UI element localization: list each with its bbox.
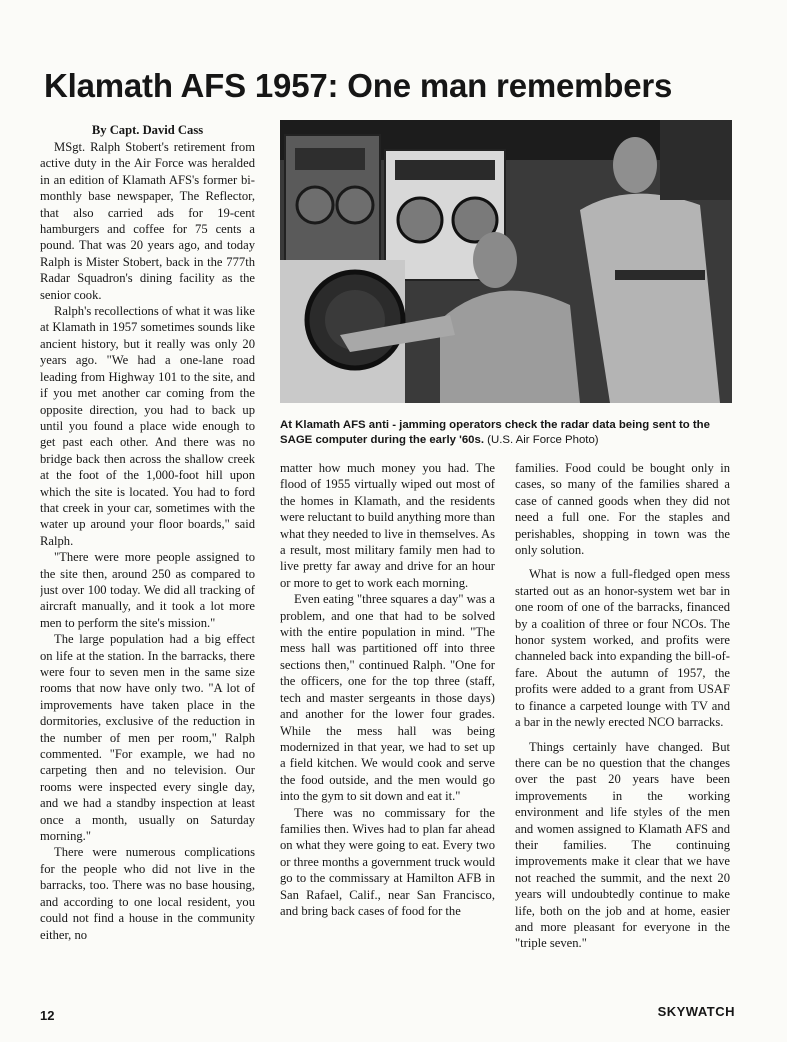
- headline: Klamath AFS 1957: One man remembers: [44, 67, 673, 104]
- byline: By Capt. David Cass: [91, 123, 204, 137]
- page-number: 12: [40, 1008, 55, 1023]
- column-3: [515, 460, 730, 1014]
- paragraph: matter how much money you had. The flood of 1955 virtually wiped out most of the homes in Klamath, and the residents were reluctant to build anything more than what they needed to live in themselves. As a result, most military family men had to live pretty far away and drive for an hour or more to get to work each morning.: [280, 461, 495, 590]
- photo-credit: (U.S. Air Force Photo): [487, 433, 599, 446]
- paragraph: There was no commissary for the families then. Wives had to plan far ahead on what they were going to eat. Every two or three months a government truck would go to the commissary at Hamilton AFB in San Rafael, Calif., near San Francisco, and bring back cases of food for the: [280, 805, 495, 918]
- paragraph: What is now a full-fledged open mess started out as an honor-system wet bar in one room of one of the barracks, financed by a coalition of three or four NCOs. The honor system worked, and profits were channeled back into expanding the bill-of-fare. About the autumn of 1957, the profits were added to a grant from USAF to finance a carpeted lounge with TV and a bar in the newly erected NCO barracks.: [515, 567, 730, 730]
- column-2: [280, 460, 495, 1014]
- paragraph: "There were more people assigned to the site then, around 250 as compared to just over 100 today. We did all tracking of aircraft manually, and it took a lot more men to perform the site's mission.": [40, 550, 255, 630]
- paragraph: Things certainly have changed. But there can be no question that the changes over the past 20 years have been improvements in the working environment and life styles of the men and women assigned to Klamath AFS and their families. The continuing improvements make it clear that we have not reached the summit, and the next 20 years will undoubtedly continue to make life, both on the job and at home, easier and more pleasant for everyone in the "triple seven.": [515, 739, 730, 951]
- photo-illustration: [280, 120, 732, 403]
- paragraph: There were numerous complications for the people who did not live in the barracks, too. There was no base housing, and according to one local resident, you could not find a house in the community either, no: [40, 845, 255, 942]
- paragraph: families. Food could be bought only in cases, so many of the families shared a case of canned goods when they did not need a full one. For the staples and perishables, shopping in town was the only solution.: [515, 461, 730, 558]
- paragraph: Ralph's recollections of what it was like at Klamath in 1957 sometimes sounds like ancient history, but it really was only 20 years ago. "We had a one-lane road leading from Highway 101 to the site, and if you met another car coming from the opposite direction, you had to back up until you found a place wide enough to get past each other. And there was no bridge back then across the shallow creek at the foot of the 1,000-foot hill upon which the site is located. You had to ford that creek in your car, sometimes with the water up around your floor boards," said Ralph.: [40, 304, 255, 548]
- paragraph: The large population had a big effect on life at the station. In the barracks, there were four to seven men in the same size rooms that now have only two. "A lot of improvements have taken place in the dormitories, exclusive of the reduction in the number of men per room," Ralph commented. "For example, we had no carpeting then and no television. Our rooms were inspected every single day, and we had a standby inspection at least once a month, usually on Saturday morning.": [40, 632, 255, 844]
- publication-name: SKYWATCH: [657, 1004, 735, 1019]
- paragraph: MSgt. Ralph Stobert's retirement from active duty in the Air Force was heralded in an edition of Klamath AFS's former bi-monthly base newspaper, The Reflector, that also carried ads for 19-cent hamburgers and coffee for 75 cents a pound. That was 20 years ago, and today Ralph is Mister Stobert, back in the 777th Radar Squadron's dining facility as the senior cook.: [40, 140, 255, 302]
- radar-operators-photo: [280, 120, 732, 403]
- photo-caption: [280, 418, 740, 447]
- paragraph: Even eating "three squares a day" was a problem, and one that had to be solved with the entire population in mind. "The mess hall was partitioned off into three sections then," continued Ralph. "One for the officers, one for the top three (staff, tech and master sergeants in those days) and another for the lower four grades. While the mess hall was being modernized in that year, we had to set up a field kitchen. We would cook and serve the food outside, and the men would go into the gym to sit down and eat it.": [280, 592, 495, 804]
- column-1: [40, 122, 255, 1008]
- caption-text: At Klamath AFS anti - jamming operators check the radar data being sent to the SAGE computer during the early '60s.: [280, 419, 710, 446]
